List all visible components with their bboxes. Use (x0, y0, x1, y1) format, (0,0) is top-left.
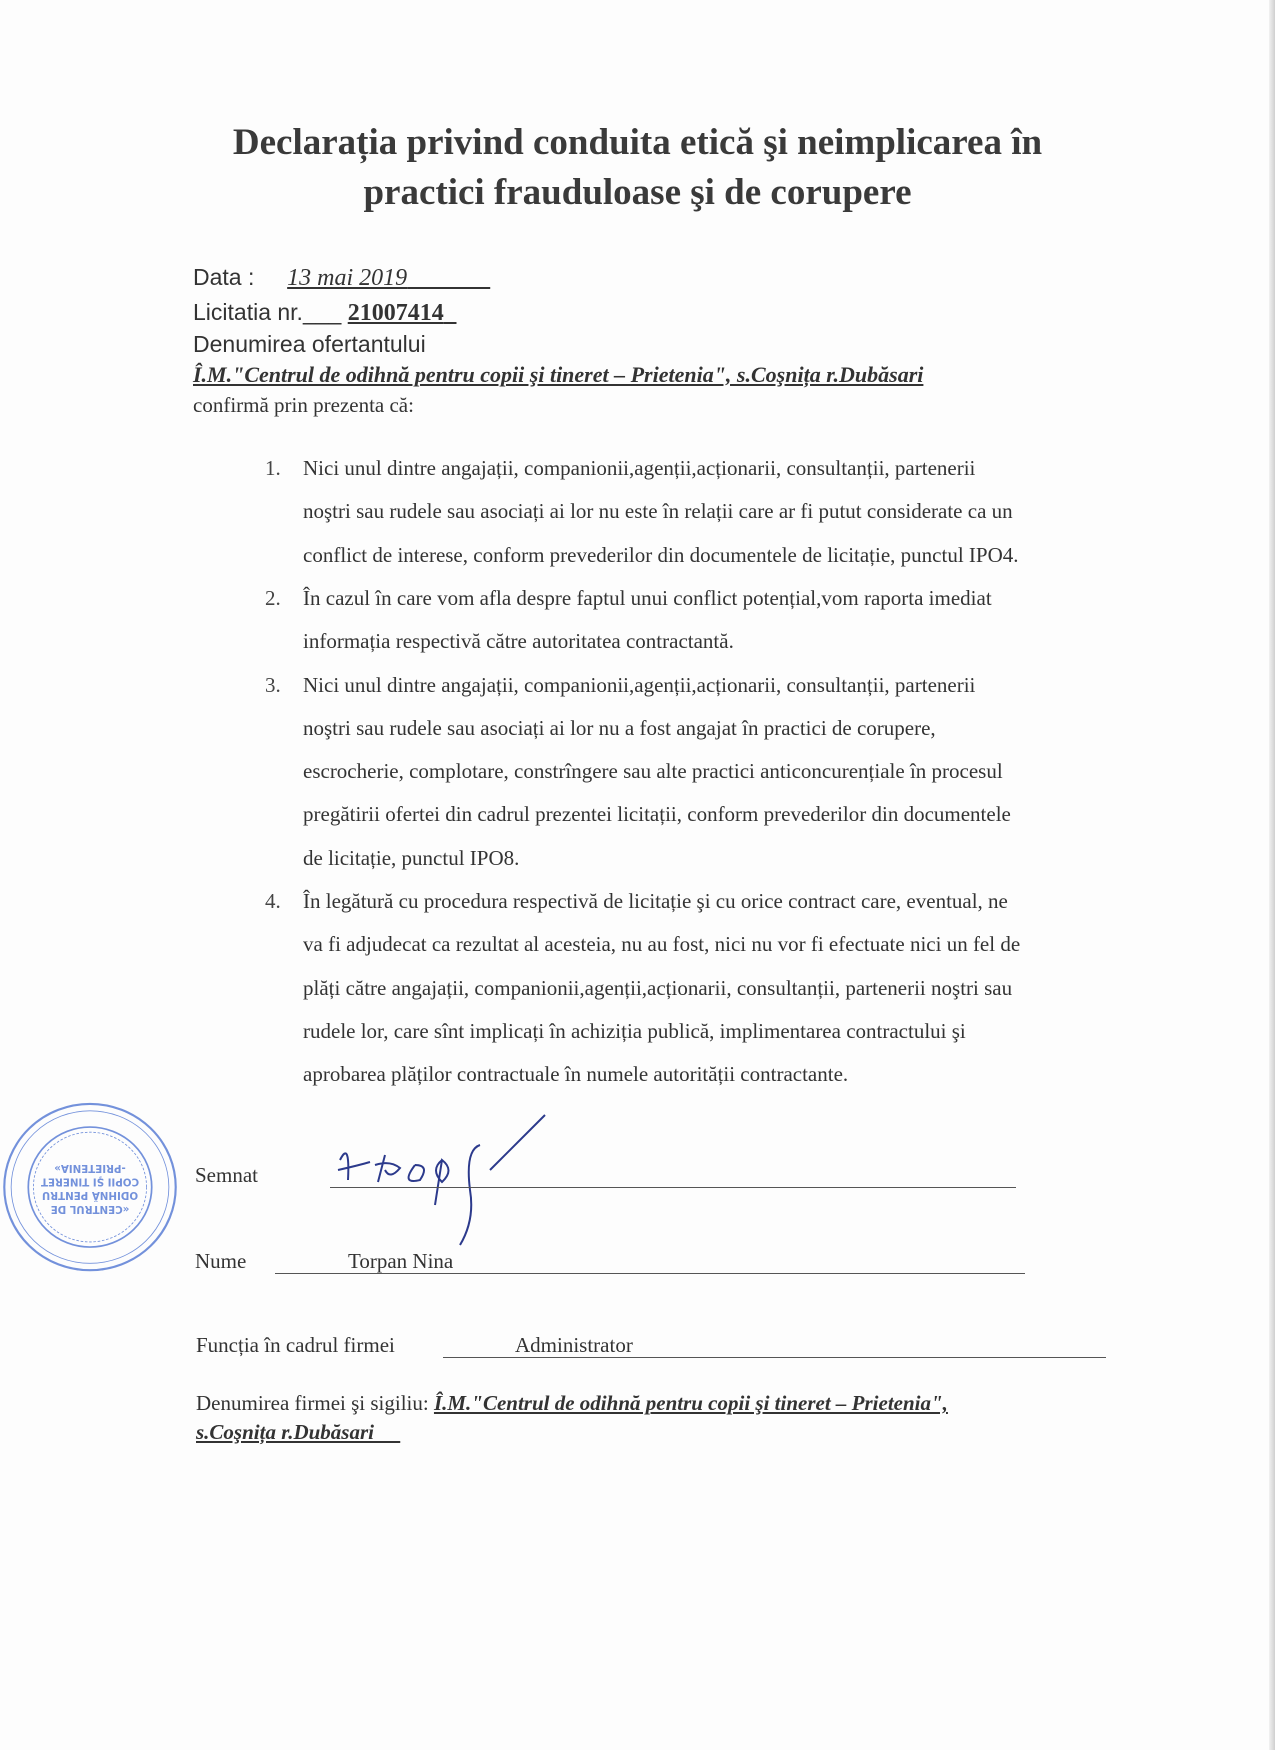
list-item-number: 2. (265, 585, 281, 610)
licitatia-row (193, 299, 457, 327)
list-item-line: plăți către angajații, companionii,agenții,acționarii, consultanții, partenerii noştri sau (303, 975, 1013, 1000)
date-label: Data : (193, 264, 255, 290)
page-edge (1269, 0, 1275, 1750)
list-item-number: 4. (265, 889, 281, 913)
signature (330, 1110, 560, 1250)
firma-label: Denumirea firmei şi sigiliu: (196, 1391, 429, 1415)
list-item-line: de licitație, punctul IPO8. (303, 845, 520, 870)
ofertant-value (193, 362, 923, 388)
semnat-line (330, 1187, 1016, 1188)
list-item-line: noştri sau rudele sau asociați ai lor nu este în relații care ar fi putut considerate ca un (303, 499, 1013, 524)
list-item-line: În cazul în care vom afla despre faptul unui conflict potențial,vom raporta imediat (303, 585, 992, 610)
svg-text:«CENTRUL DE: «CENTRUL DE (50, 1202, 130, 1215)
list-item-line: informația respectivă către autoritatea contractantă. (303, 629, 734, 654)
firma-row-2 (196, 1420, 400, 1445)
svg-text:ODIHNĂ PENTRU: ODIHNĂ PENTRU (41, 1189, 139, 1202)
firma-row (196, 1391, 948, 1416)
list-item-line: Nici unul dintre angajații, companionii,agenții,acționarii, consultanții, partenerii (303, 672, 976, 697)
list-item-line: conflict de interese, conform prevederilor din documentele de licitație, punctul IPO4. (303, 542, 1019, 567)
list-item-line: În legătură cu procedura respectivă de licitație şi cu orice contract care, eventual, ne (303, 889, 1008, 913)
firma-value-line-2: s.Coşnița r.Dubăsari (196, 1420, 374, 1444)
list-item-number: 1. (265, 456, 281, 480)
list-item-line: aprobarea plăților contractuale în numele autorității contractante. (303, 1062, 849, 1087)
title-line-2: practici frauduloase şi de corupere (363, 172, 912, 213)
title-line-1: Declarația privind conduita etică şi neimplicarea în (232, 122, 1043, 163)
nume-value: Torpan Nina (348, 1249, 454, 1273)
list-item-line: rudele lor, care sînt implicați în achiziția publică, implimentarea contractului şi (303, 1018, 966, 1043)
functia-line (443, 1357, 1106, 1358)
list-item-line: escrocherie, complotare, constrîngere sau alte practici anticoncurențiale în procesul (303, 759, 1003, 784)
svg-text:COPII ŞI TINERET: COPII ŞI TINERET (40, 1175, 140, 1188)
confirma-text: confirmă prin prezenta că: (193, 393, 414, 417)
semnat-label: Semnat (195, 1163, 258, 1187)
nume-label: Nume (195, 1249, 247, 1273)
date-row (193, 264, 490, 292)
list-item-line: Nici unul dintre angajații, companionii,agenții,acționarii, consultanții, partenerii (303, 456, 976, 480)
document-title (0, 118, 1275, 218)
nume-line (275, 1273, 1025, 1274)
ofertant-name: Î.M."Centrul de odihnă pentru copii şi tineret – Prietenia", s.Coşnița r.Dubăsari (193, 362, 924, 387)
firma-value-line-1: Î.M."Centrul de odihnă pentru copii şi tineret – Prietenia", (433, 1391, 948, 1415)
functia-label: Funcția în cadrul firmei (196, 1333, 395, 1357)
ofertant-label: Denumirea ofertantului (193, 331, 426, 357)
list-item-line: va fi adjudecat ca rezultat al acesteia, nu au fost, nici nu vor fi efectuate nici un fel de (303, 932, 1021, 957)
licitatia-value: 21007414 (347, 300, 444, 326)
list-item-line: pregătirii ofertei din cadrul prezentei licitații, conform prevederilor din documentele (303, 802, 1011, 827)
licitatia-label: Licitatia nr.___ (193, 299, 342, 325)
list-item-line: noştri sau rudele sau asociați ai lor nu a fost angajat în practici de corupere, (303, 715, 936, 740)
svg-text:-PRIETENIA»: -PRIETENIA» (54, 1161, 126, 1174)
date-value: 13 mai 2019 (287, 265, 408, 291)
list-item-number: 3. (265, 672, 281, 697)
company-stamp (0, 1085, 180, 1290)
functia-value: Administrator (515, 1333, 633, 1357)
